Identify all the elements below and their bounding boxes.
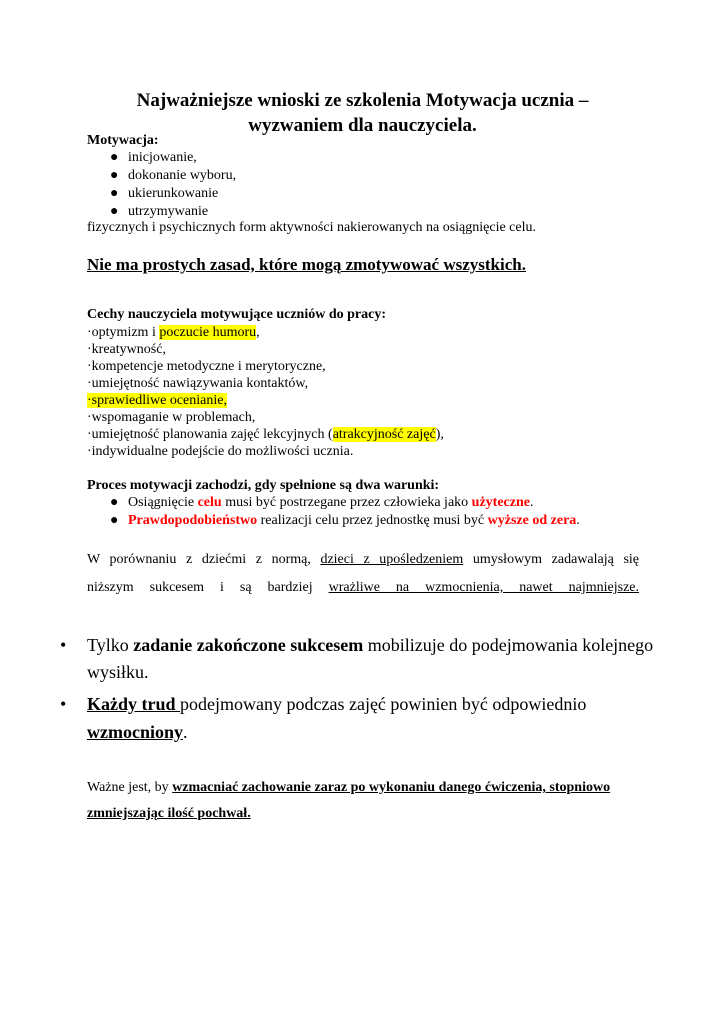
cechy-item: ·sprawiedliwe ocenianie, [87,393,227,408]
porownanie-line-2: niższym sukcesem i są bardziej wrażliwe na wzmocnienia, nawet najmniejsze. [87,580,639,595]
list-item: ● inicjowanie, [110,150,197,165]
cechy-item: ·umiejętność nawiązywania kontaktów, [87,376,309,391]
wazne-line-2: zmniejszając ilość pochwał. [87,806,251,821]
cechy-item: ·optymizm i poczucie humoru, [87,325,260,340]
list-item: ● ukierunkowanie [110,186,219,201]
document-page: Najważniejsze wnioski ze szkolenia Motywacja ucznia – wyzwaniem dla nauczyciela. Motywacja: ● inicjowanie, ● dokonanie wyboru, ● ukierunkowanie ● utrzymywanie fizycznych i psychicznych form aktywności nakierowanych na osiągnięcie celu. Nie ma prostych zasad, które mogą zmotywować wszystkich. Cechy nauczyciela motywujące uczniów do pracy: ·optymizm i poczucie humoru, ·kreatywność, ·kompetencje metodyczne i merytoryczne, ·umiejętność nawiązywania kontaktów, ·sprawiedliwe ocenianie, ·wspomaganie w problemach, ·umiejętność planowania zajęć lekcyjnych (atrakcyjność zajęć), ·indywidualne podejście do możliwości ucznia. Proces motywacji zachodzi, gdy spełnione są dwa warunki: ● Osiągnięcie celu musi być postrzegane przez człowieka jako użyteczne. ● Prawdopodobieństwo realizacji celu przez jednostkę musi być wyższe od zera. W porównaniu z dziećmi z normą, dzieci z upośledzeniem umysłowym zadawalają się niższym sukcesem i są bardziej wrażliwe na wzmocnienia, nawet najmniejsze. • Tylko zadanie zakończone sukcesem mobilizuje do podejmowania kolejnego wysiłku. • Każdy trud podejmowany podczas zajęć powinien być odpowiednio wzmocniony. Ważne jest, by wzmacniać zachowanie zaraz po wykonaniu danego ćwiczenia, stopniowo zmniejszając ilość pochwał. [60,90,654,821]
list-item: ● utrzymywanie [110,204,209,219]
cechy-item: ·wspomaganie w problemach, [87,410,256,425]
title-line-1: Najważniejsze wnioski ze szkolenia Motywacja ucznia – [136,90,589,111]
document-title [90,88,635,138]
proces-title: Proces motywacji zachodzi, gdy spełnione są dwa warunki: [87,478,440,493]
cechy-item: ·kompetencje metodyczne i merytoryczne, [87,359,326,374]
porownanie-line-1: W porównaniu z dziećmi z normą, dzieci z upośledzeniem umysłowym zadawalają się [87,552,640,567]
cechy-item: ·indywidualne podejście do możliwości ucznia. [87,444,354,459]
cechy-item: ·umiejętność planowania zajęć lekcyjnych (atrakcyjność zajęć), [87,427,444,442]
list-item: ● Prawdopodobieństwo realizacji celu przez jednostkę musi być wyższe od zera. [110,513,580,528]
proces-list [108,494,580,530]
wazne-line-1: Ważne jest, by wzmacniać zachowanie zaraz po wykonaniu danego ćwiczenia, stopniowo [87,780,611,795]
cechy-item: ·kreatywność, [87,342,166,357]
list-item: ● Osiągnięcie celu musi być postrzegane przez człowieka jako użyteczne. [110,495,534,510]
motywacja-label: Motywacja: [87,133,159,148]
motywacja-list [108,149,236,221]
cechy-title: Cechy nauczyciela motywujące uczniów do pracy: [87,307,387,322]
list-item: ● dokonanie wyboru, [110,168,237,183]
title-line-2: wyzwaniem dla nauczyciela. [248,115,477,136]
motywacja-tail: fizycznych i psychicznych form aktywności nakierowanych na osiągnięcie celu. [87,220,536,235]
rules-heading: Nie ma prostych zasad, które mogą zmotywować wszystkich. [87,255,526,274]
